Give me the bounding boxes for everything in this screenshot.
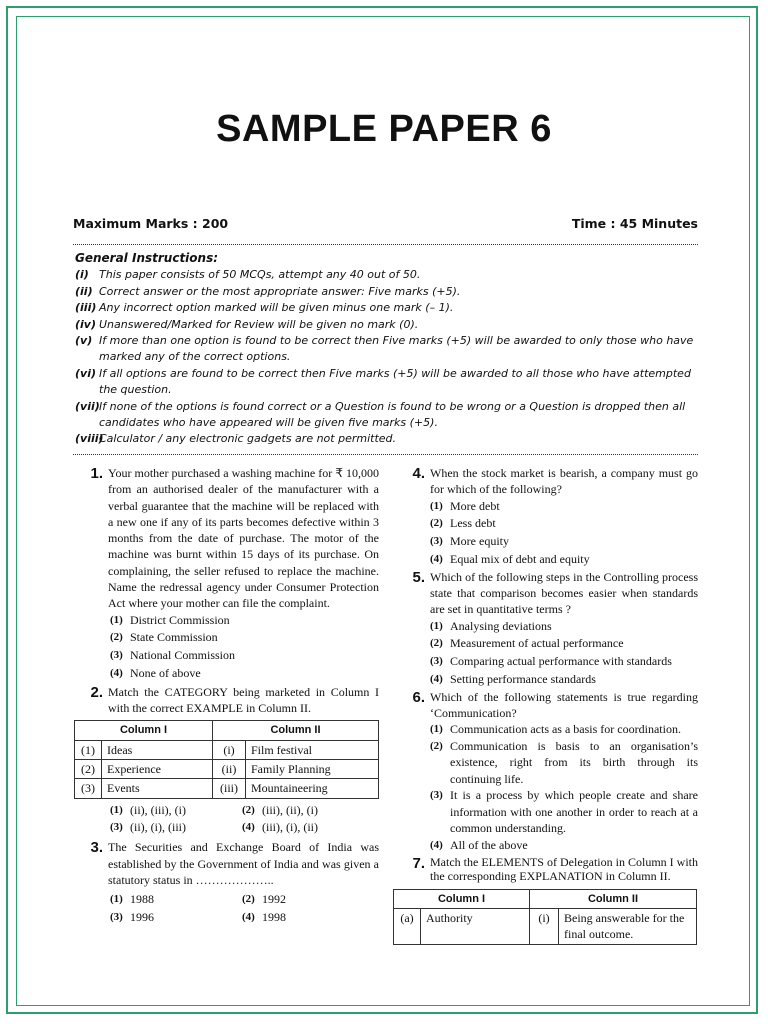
instruction-item: (vi) If all options are found to be correct then Five marks (+5) will be awarded to all those who have attempted the question. [75,366,691,397]
question-text: Match the CATEGORY being marketed in Column I with the correct EXAMPLE in Column II. [108,684,379,716]
instruction-item: (iii) Any incorrect option marked will be given minus one mark (– 1). [75,301,454,315]
option[interactable]: (1) Communication acts as a basis for coordination. [430,722,681,737]
time-allowed: Time : 45 Minutes [571,216,698,231]
question-text: The Securities and Exchange Board of India was established by the Government of India and was given a statutory status in ……………….. [108,840,379,887]
question-text: Match the ELEMENTS of Delegation in Column I with the corresponding EXPLANATION in Column II. [430,854,698,883]
table-header: Column II [530,889,697,908]
question-4 [408,465,698,498]
table-header: Column II [213,721,379,740]
question-2-match-table [74,720,379,798]
question-6-options [430,721,698,854]
option[interactable]: (4) All of the above [430,837,528,852]
option[interactable]: (3) Comparing actual performance with standards [430,654,672,669]
instruction-item: (v) If more than one option is found to be correct then Five marks (+5) will be awarded to only those who have marked any of the correct options. [75,334,694,364]
instructions-heading: General Instructions: [75,251,219,265]
option[interactable]: (2) Measurement of actual performance [430,636,624,651]
question-number: 5. [412,568,425,586]
option[interactable]: (2) 1992 [242,892,286,907]
question-text: Which of the following statements is true regarding ‘Communication? [430,689,698,721]
option[interactable]: (1) More debt [430,498,500,513]
option[interactable]: (3) It is a process by which people create and share information with one another in order to reach at a common understanding. [430,788,698,836]
question-3 [74,839,379,888]
option[interactable]: (1) 1988 [110,892,154,907]
question-7-match-table [393,889,697,945]
maximum-marks: Maximum Marks : 200 [73,216,229,231]
question-6 [408,689,698,722]
instruction-item: (viii) Calculator / any electronic gadgets are not permitted. [75,432,397,446]
option[interactable]: (2) Less debt [430,516,496,531]
instruction-item: (iv) Unanswered/Marked for Review will be given no mark (0). [75,317,419,331]
option[interactable]: (1) (ii), (iii), (i) [110,802,186,817]
general-instructions [75,250,700,448]
question-5 [408,569,698,618]
question-5-options [430,618,698,689]
right-column [400,465,698,945]
divider-top [73,244,698,245]
table-row: (1) Ideas (i) Film festival [75,740,379,759]
question-text: When the stock market is bearish, a company must go for which of the following? [430,466,698,497]
question-text: Which of the following steps in the Controlling process state that comparison becomes easier when standards are set in quantitative terms ? [430,569,698,617]
table-header: Column I [394,889,530,908]
option[interactable]: (4) None of above [110,666,201,681]
question-number: 7. [412,854,425,872]
option[interactable]: (1) District Commission [110,612,230,627]
question-number: 4. [412,465,425,482]
option[interactable]: (2) State Commission [110,630,218,645]
option[interactable]: (3) More equity [430,534,509,549]
option[interactable]: (2) Communication is basis to an organisation’s existence, right from its birth through its continuing life. [430,738,698,786]
option[interactable]: (4) Equal mix of debt and equity [430,551,590,566]
left-column [74,465,379,927]
question-4-options [430,498,698,569]
question-2-options [110,802,379,838]
question-2 [74,684,379,717]
option[interactable]: (3) National Commission [110,648,235,663]
question-text: Your mother purchased a washing machine for ₹ 10,000 from an authorised dealer of the manufacturer with a verbal guarantee that the machine will be replaced with a new one if any of its parts becomes defective within 3 months from the date of purchase. The motor of the machine was burnt within 15 days of its purchase. On complaining, the seller refused to replace the machine. Name the redressal agency under Consumer Protection Act where your mother can file the complaint. [108,466,379,611]
paper-meta [73,216,698,231]
instruction-item: (ii) Correct answer or the most appropriate answer: Five marks (+5). [75,284,461,298]
option[interactable]: (4) (iii), (i), (ii) [242,820,318,835]
question-number: 2. [90,683,103,701]
question-3-options [110,891,379,927]
table-header: Column I [75,721,213,740]
question-7 [408,855,698,883]
question-number: 3. [90,839,103,857]
option[interactable]: (4) 1998 [242,909,286,924]
table-row: (3) Events (iii) Mountaineering [75,779,379,798]
table-row: (a) Authority (i) Being answerable for the final outcome. [394,909,697,945]
option[interactable]: (3) (ii), (i), (iii) [110,820,186,835]
divider-instructions [73,454,698,455]
question-number: 6. [412,688,425,706]
table-row: (2) Experience (ii) Family Planning [75,760,379,779]
instruction-item: (vii) If none of the options is found correct or a Question is found to be wrong or a Question is dropped then all candidates who have appeared will be given five marks (+5). [75,399,686,430]
question-number: 1. [90,465,103,482]
option[interactable]: (1) Analysing deviations [430,618,552,633]
option[interactable]: (2) (iii), (ii), (i) [242,802,318,817]
question-1-options [110,612,379,683]
instruction-item: (i) This paper consists of 50 MCQs, attempt any 40 out of 50. [75,268,421,282]
paper-title: SAMPLE PAPER 6 [216,108,552,150]
option[interactable]: (4) Setting performance standards [430,672,596,687]
question-1 [74,465,379,612]
option[interactable]: (3) 1996 [110,909,154,924]
